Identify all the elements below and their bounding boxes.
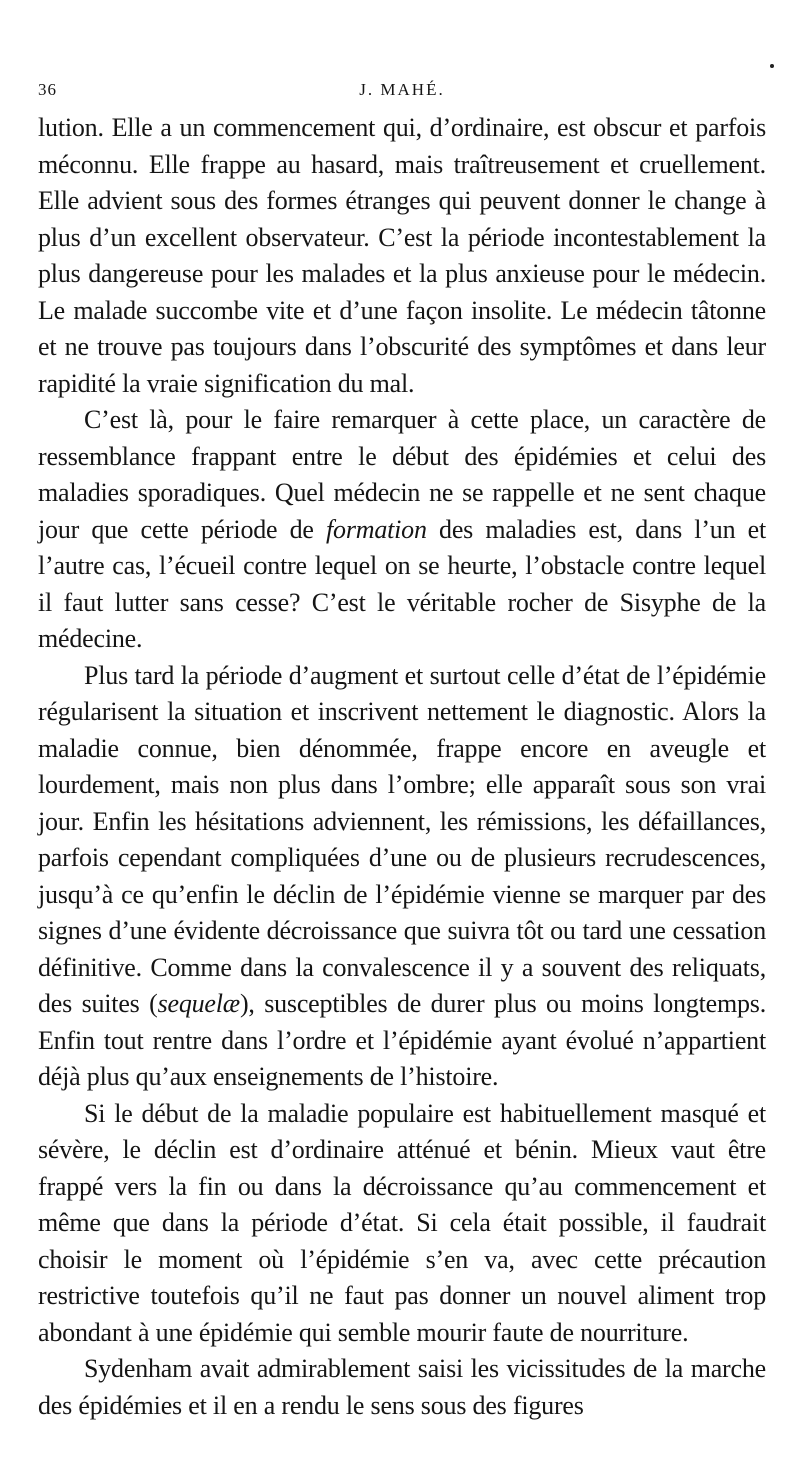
page-header [38, 70, 766, 110]
paragraph-3-text-before: Plus tard la période d’augment et surtout celle d’état de l’épidémie régularisent la situation et inscrivent nettement le diagnostic. Alors la maladie connue, bien dénommée, frappe encore en aveugle et lourdement, mais non plus dans l’ombre; elle apparaît sous son vrai jour. Enfin les hésitations adviennent, les rémissions, les défaillances, parfois cependant compliquées d’une ou de plusieurs recrudescences, jusqu’à ce qu’enfin le déclin de l’épidémie vienne se marquer par des signes d’une évidente décroissance que suivra tôt ou tard une cessation définitive. Comme dans la convalescence il y a souvent des reliquats, des suites ( [38, 660, 766, 1018]
paragraph-5-text: Sydenham avait admirablement saisi les vicissitudes de la marche des épidémies et il en a rendu le sens sous des figures [38, 1354, 766, 1420]
paragraph-4-text: Si le début de la maladie populaire est habituellement masqué et sévère, le déclin est d’ordinaire atténué et bénin. Mieux vaut être frappé vers la fin ou dans la décroissance qu’au commencement et même que dans la période d’état. Si cela était possible, il faudrait choisir le moment où l’épidémie s’en va, avec cette précaution restrictive toutefois qu’il ne faut pas donner un nouvel aliment trop abondant à une épidémie qui semble mourir faute de nourriture. [38, 1098, 766, 1347]
paragraph-2-text-after: des maladies est, dans l’un et l’autre cas, l’écueil contre lequel on se heurte, l’obstacle contre lequel il faut lutter sans cesse? C’est le véritable rocher de Sisyphe de la médecine. [38, 514, 766, 653]
running-head: J. MAHÉ. [359, 80, 445, 99]
paragraph-1-text: lution. Elle a un commencement qui, d’ordinaire, est obscur et parfois méconnu. Elle frappe au hasard, mais traîtreusement et cruellement. Elle advient sous des formes étranges qui peuvent donner le change à plus d’un excellent observateur. C’est la période incontestablement la plus dangereuse pour les malades et la plus anxieuse pour le médecin. Le malade succombe vite et d’une façon insolite. Le médecin tâtonne et ne trouve pas toujours dans l’obscurité des symptômes et dans leur rapidité la vraie signification du mal. [38, 113, 766, 398]
book-page [38, 70, 766, 1424]
paragraph-1 [38, 110, 766, 402]
page-number: 36 [38, 80, 57, 99]
paragraph-4 [38, 1096, 766, 1352]
paragraph-2-text-before: C’est là, pour le faire remarquer à cette place, un caractère de ressemblance frappant entre le début des épidémies et celui des maladies sporadiques. Quel médecin ne se rappelle et ne sent chaque jour que cette période de [38, 405, 766, 544]
paragraph-3-italic-term: sequelæ [157, 989, 240, 1018]
paragraph-2-italic-term: formation [326, 514, 427, 544]
paragraph-2 [38, 402, 766, 658]
paragraph-5 [38, 1351, 766, 1424]
paragraph-3 [38, 658, 766, 1096]
paragraph-3-text-after: ), susceptibles de durer plus ou moins longtemps. Enfin tout rentre dans l’ordre et l’épidémie ayant évolué n’appartient déjà plus qu’aux enseignements de l’histoire. [38, 989, 767, 1091]
body-text [38, 110, 766, 1424]
print-mark [770, 64, 774, 68]
